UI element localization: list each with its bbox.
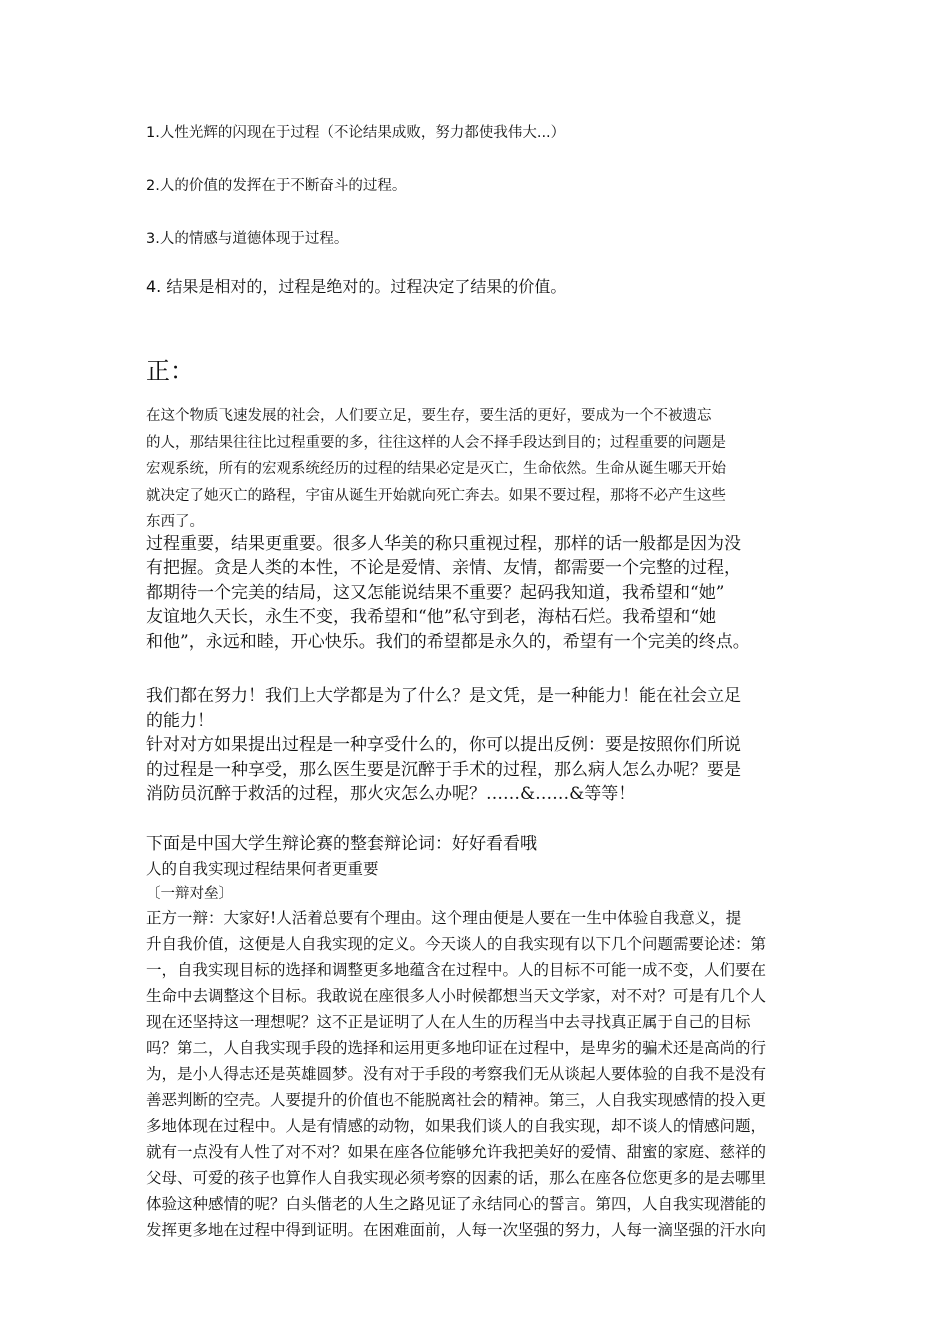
paragraph-line: 都期待一个完美的结局，这又怎能说结果不重要？起码我知道，我希望和“她” — [146, 583, 725, 603]
paragraph-line: 就有一点没有人性了对不对？如果在座各位能够允许我把美好的爱情、甜蜜的家庭、慈祥的 — [146, 1143, 767, 1161]
paragraph-line: 一，自我实现目标的选择和调整更多地蕴含在过程中。人的目标不可能一成不变，人们要在 — [146, 961, 767, 979]
paragraph-line: 正方一辩：大家好!人活着总要有个理由。这个理由便是人要在一生中体验自我意义，提 — [146, 909, 742, 927]
paragraph-line: 和他”，永远和睦，开心快乐。我们的希望都是永久的，希望有一个完美的终点。 — [146, 632, 750, 652]
paragraph-line: 的人，那结果往往比过程重要的多，往往这样的人会不择手段达到目的；过程重要的问题是 — [146, 435, 726, 451]
paragraph-line: 有把握。贪是人类的本性，不论是爱情、亲情、友情，都需要一个完整的过程， — [146, 558, 741, 578]
paragraph-line: 的过程是一种享受，那么医生要是沉醉于手术的过程，那么病人怎么办呢？要是 — [146, 760, 741, 780]
paragraph-line: 的能力！ — [146, 711, 214, 731]
paragraph-line: 升自我价值，这便是人自我实现的定义。今天谈人的自我实现有以下几个问题需要论述：第 — [146, 935, 767, 953]
section-label: 〔一辩对垒〕 — [146, 886, 233, 902]
point-2: 2.人的价值的发挥在于不断奋斗的过程。 — [146, 178, 407, 194]
paragraph-line: 生命中去调整这个目标。我敢说在座很多人小时候都想当天文学家，对不对？可是有几个人 — [146, 987, 767, 1005]
paragraph-line: 在这个物质飞速发展的社会，人们要立足，要生存，要生活的更好，要成为一个不被遗忘 — [146, 408, 712, 424]
point-4: 4. 结果是相对的，过程是绝对的。过程决定了结果的价值。 — [146, 277, 567, 296]
paragraph-line: 吗？第二，人自我实现手段的选择和运用更多地印证在过程中，是卑劣的骗术还是高尚的行 — [146, 1039, 767, 1057]
paragraph-line: 宏观系统，所有的宏观系统经历的过程的结果必定是灭亡，生命依然。生命从诞生哪天开始 — [146, 461, 726, 477]
paragraph-line: 就决定了她灭亡的路程，宇宙从诞生开始就向死亡奔去。如果不要过程，那将不必产生这些 — [146, 488, 726, 504]
paragraph-line: 针对对方如果提出过程是一种享受什么的，你可以提出反例：要是按照你们所说 — [146, 735, 741, 755]
paragraph-line: 消防员沉醉于救活的过程，那火灾怎么办呢？……&……&等等！ — [146, 784, 636, 804]
point-1: 1.人性光辉的闪现在于过程（不论结果成败，努力都使我伟大...） — [146, 125, 566, 141]
section-heading: 正： — [146, 357, 194, 385]
paragraph-line: 为，是小人得志还是英雄圆梦。没有对于手段的考察我们无从谈起人要体验的自我不是没有 — [146, 1065, 767, 1083]
paragraph-line: 我们都在努力！我们上大学都是为了什么？是文凭，是一种能力！能在社会立足 — [146, 686, 741, 706]
paragraph-line: 多地体现在过程中。人是有情感的动物，如果我们谈人的自我实现，却不谈人的情感问题， — [146, 1117, 767, 1135]
paragraph-line: 东西了。 — [146, 514, 204, 530]
debate-topic: 人的自我实现过程结果何者更重要 — [146, 860, 379, 878]
paragraph-line: 现在还坚持这一理想呢？这不正是证明了人在人生的历程当中去寻找真正属于自己的目标 — [146, 1013, 751, 1031]
paragraph-line: 友谊地久天长，永生不变，我希望和“他”私守到老，海枯石烂。我希望和“她 — [146, 607, 717, 627]
paragraph-line: 过程重要，结果更重要。很多人华美的称只重视过程，那样的话一般都是因为没 — [146, 534, 741, 554]
paragraph-line: 善恶判断的空壳。人要提升的价值也不能脱离社会的精神。第三，人自我实现感情的投入更 — [146, 1091, 767, 1109]
paragraph-line: 体验这种感情的呢？白头偕老的人生之路见证了永结同心的誓言。第四，人自我实现潜能的 — [146, 1195, 767, 1213]
intro-text: 下面是中国大学生辩论赛的整套辩论词：好好看看哦 — [146, 834, 537, 854]
point-3: 3.人的情感与道德体现于过程。 — [146, 231, 349, 247]
paragraph-line: 发挥更多地在过程中得到证明。在困难面前，人每一次坚强的努力，人每一滴坚强的汗水向 — [146, 1221, 767, 1239]
paragraph-line: 父母、可爱的孩子也算作人自我实现必须考察的因素的话，那么在座各位您更多的是去哪里 — [146, 1169, 767, 1187]
